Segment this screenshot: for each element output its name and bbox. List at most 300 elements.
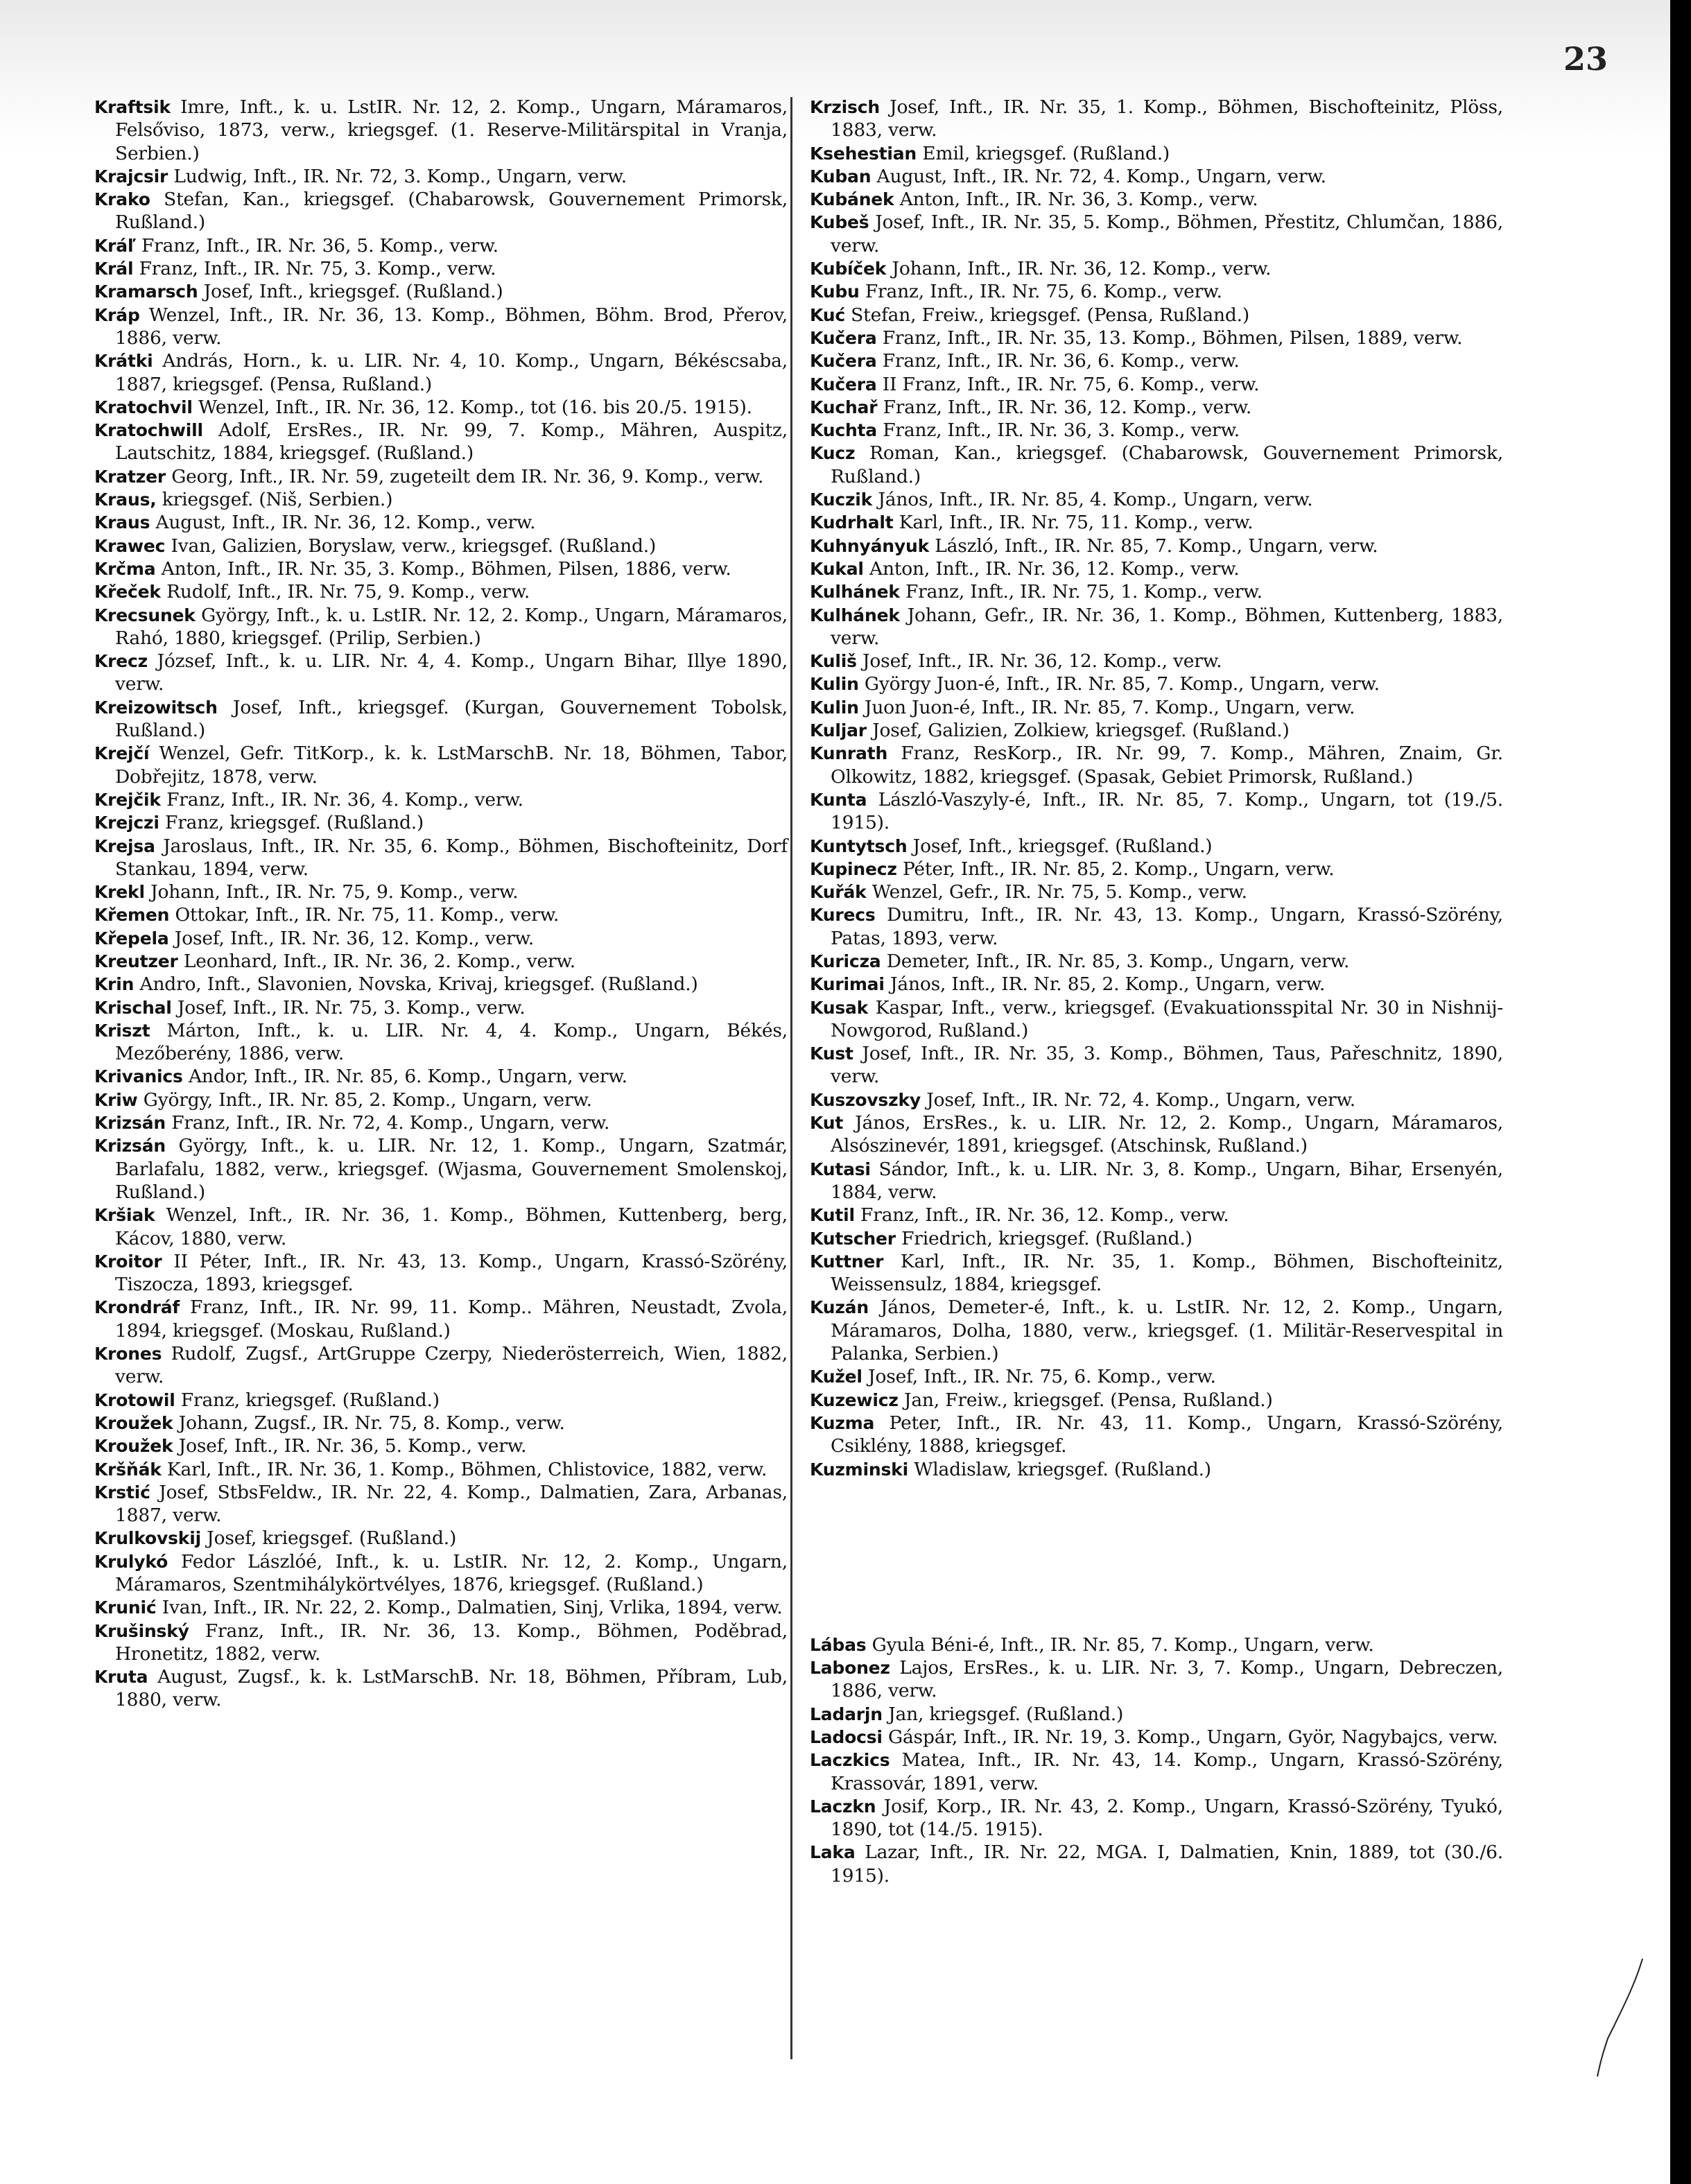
roster-entry: [94, 1019, 788, 1066]
roster-entry: [94, 1550, 788, 1597]
entry-surname: Kraus,: [94, 489, 157, 510]
entry-surname: Kreutzer: [94, 951, 178, 971]
entry-surname: Kuzminski: [810, 1459, 908, 1480]
roster-entry: [810, 973, 1503, 996]
entry-details: János, Inft., IR. Nr. 85, 4. Komp., Ungarn, verw.: [872, 489, 1313, 511]
entry-details: György, Inft., k. u. LstIR. Nr. 12, 2. Komp., Ungarn, Máramaros, Rahó, 1880, kriegsgef. (Prilip, Serbien.): [115, 604, 788, 649]
entry-surname: Krones: [94, 1344, 162, 1364]
entry-details: Johann, Gefr., IR. Nr. 36, 1. Komp., Böhmen, Kuttenberg, 1883, verw.: [831, 604, 1503, 649]
entry-surname: Krin: [94, 974, 135, 995]
entry-details: Fedor Lászlóé, Inft., k. u. LstIR. Nr. 12, 2. Komp., Ungarn, Máramaros, Szentmihálykörtvélyes, 1876, kriegsgef. (Rußland.): [115, 1550, 788, 1595]
roster-entry: [810, 304, 1503, 327]
entry-details: Friedrich, kriegsgef. (Rußland.): [895, 1227, 1193, 1249]
entry-surname: Krekl: [94, 882, 145, 903]
entry-details: Sándor, Inft., k. u. LIR. Nr. 3, 8. Komp., Ungarn, Bihar, Ersenyén, 1884, verw.: [831, 1158, 1503, 1203]
roster-entry: [94, 927, 788, 950]
entry-surname: Krawec: [94, 535, 166, 556]
entry-details: Josef, Inft., IR. Nr. 75, 6. Komp., verw.: [862, 1366, 1216, 1388]
roster-entry: [810, 1633, 1503, 1656]
entry-surname: Křeček: [94, 582, 161, 603]
roster-entry: [810, 1042, 1503, 1089]
roster-entry: [94, 1527, 788, 1550]
entry-details: Johann, Zugsf., IR. Nr. 75, 8. Komp., verw.: [173, 1412, 565, 1434]
entry-details: Rudolf, Inft., IR. Nr. 75, 9. Komp., verw.: [160, 581, 530, 603]
entry-details: kriegsgef. (Niš, Serbien.): [156, 489, 393, 511]
entry-surname: Kust: [810, 1043, 853, 1064]
entry-details: Márton, Inft., k. u. LIR. Nr. 4, 4. Komp., Ungarn, Békés, Mezőberény, 1886, verw.: [115, 1019, 788, 1065]
left-column: [94, 96, 788, 1712]
entry-details: Adolf, ErsRes., IR. Nr. 99, 7. Komp., Mähren, Auspitz, Lautschitz, 1884, kriegsgef. (Rußland.): [115, 419, 788, 465]
entry-details: György, Inft., k. u. LIR. Nr. 12, 1. Komp., Ungarn, Szatmár, Barlafalu, 1882, verw., kriegsgef. (Wjasma, Gouvernement Smolenskoj, Rußland.): [115, 1135, 788, 1203]
entry-surname: Křemen: [94, 905, 170, 926]
entry-details: Franz, kriegsgef. (Rußland.): [159, 812, 424, 834]
entry-surname: Kubánek: [810, 189, 894, 210]
roster-entry: [94, 604, 788, 650]
roster-entry: [94, 696, 788, 743]
entry-details: Ivan, Inft., IR. Nr. 22, 2. Komp., Dalmatien, Sinj, Vrlika, 1894, verw.: [156, 1597, 783, 1619]
entry-details: Roman, Kan., kriegsgef. (Chabarowsk, Gouvernement Primorsk, Rußland.): [831, 442, 1503, 487]
roster-entry: [810, 650, 1503, 673]
entry-surname: Kuć: [810, 304, 845, 325]
entry-details: Péter, Inft., IR. Nr. 85, 2. Komp., Ungarn, verw.: [896, 858, 1335, 880]
entry-details: György, Inft., IR. Nr. 85, 2. Komp., Ungarn, verw.: [137, 1089, 592, 1111]
roster-entry: [810, 535, 1503, 557]
entry-surname: Krejčik: [94, 789, 161, 810]
roster-entry: [94, 1412, 788, 1435]
roster-entry: [810, 1703, 1503, 1726]
roster-entry: [94, 903, 788, 926]
entry-details: Josef, Inft., IR. Nr. 72, 4. Komp., Ungarn, verw.: [921, 1089, 1356, 1111]
roster-entry: [94, 1111, 788, 1134]
roster-entry: [810, 511, 1503, 534]
roster-entry: [94, 811, 788, 834]
roster-entry: [94, 881, 788, 903]
roster-entry: [810, 996, 1503, 1043]
entry-details: Franz, Inft., IR. Nr. 75, 1. Komp., verw.: [899, 581, 1263, 603]
entry-details: Franz, Inft., IR. Nr. 36, 13. Komp., Böhmen, Poděbrad, Hronetitz, 1882, verw.: [115, 1620, 788, 1665]
entry-details: Franz, Inft., IR. Nr. 35, 13. Komp., Böhmen, Pilsen, 1889, verw.: [876, 327, 1463, 349]
roster-entry: [810, 96, 1503, 142]
entry-details: Rudolf, Zugsf., ArtGruppe Czerpy, Niederösterreich, Wien, 1882, verw.: [115, 1343, 788, 1388]
entry-surname: Krivanics: [94, 1066, 183, 1087]
roster-entry: [810, 1111, 1503, 1158]
entry-details: Juon Juon-é, Inft., IR. Nr. 85, 7. Komp., Ungarn, verw.: [858, 696, 1355, 718]
roster-entry: [810, 488, 1503, 511]
entry-details: Karl, Inft., IR. Nr. 35, 1. Komp., Böhmen, Bischofteinitz, Weissensulz, 1884, kriegsgef.: [831, 1250, 1503, 1296]
entry-surname: Kuchta: [810, 420, 877, 441]
column-divider: [790, 97, 792, 2059]
roster-entry: [810, 604, 1503, 650]
entry-details: Franz, ResKorp., IR. Nr. 99, 7. Komp., Mähren, Znaim, Gr. Olkowitz, 1882, kriegsgef. (Spasak, Gebiet Primorsk, Rußland.): [831, 743, 1503, 788]
roster-entry: [810, 903, 1503, 950]
entry-details: László-Vaszyly-é, Inft., IR. Nr. 85, 7. Komp., Ungarn, tot (19./5. 1915).: [831, 788, 1503, 834]
entry-details: Ludwig, Inft., IR. Nr. 72, 3. Komp., Ungarn, verw.: [168, 165, 627, 187]
roster-entry: [94, 1296, 788, 1342]
roster-entry: [94, 950, 788, 973]
entry-details: Josef, Inft., IR. Nr. 35, 1. Komp., Böhmen, Bischofteinitz, Plöss, 1883, verw.: [831, 96, 1503, 141]
roster-entry: [810, 580, 1503, 603]
entry-surname: Kutil: [810, 1205, 855, 1226]
entry-surname: Kubeš: [810, 212, 869, 233]
entry-surname: Kurimai: [810, 974, 885, 995]
entry-details: Matea, Inft., IR. Nr. 43, 14. Komp., Ungarn, Krassó-Szörény, Krassovár, 1891, verw.: [831, 1749, 1503, 1794]
entry-surname: Kučera: [810, 374, 877, 395]
roster-entry: [94, 165, 788, 188]
entry-surname: Král: [94, 259, 134, 279]
entry-details: Anton, Inft., IR. Nr. 36, 12. Komp., verw.: [863, 557, 1240, 580]
roster-entry: [810, 1227, 1503, 1250]
roster-entry: [94, 742, 788, 788]
entry-surname: Kubu: [810, 281, 860, 302]
entry-details: Johann, Inft., IR. Nr. 75, 9. Komp., verw.: [144, 881, 519, 903]
entry-surname: Krstić: [94, 1482, 150, 1502]
entry-details: Josif, Korp., IR. Nr. 43, 2. Komp., Ungarn, Krassó-Szörény, Tyukó, 1890, tot (14./5. 1915).: [831, 1795, 1503, 1841]
entry-details: Wladislaw, kriegsgef. (Rußland.): [908, 1458, 1211, 1480]
entry-surname: Kučera: [810, 351, 877, 372]
roster-entry: [810, 881, 1503, 903]
entry-surname: Kráľ: [94, 235, 136, 256]
roster-entry: [94, 257, 788, 280]
roster-entry: [94, 788, 788, 811]
entry-surname: Kuttner: [810, 1251, 884, 1272]
entry-surname: Krondráf: [94, 1297, 180, 1318]
entry-details: August, Inft., IR. Nr. 72, 4. Komp., Ungarn, verw.: [871, 165, 1326, 187]
roster-entry: [94, 1389, 788, 1412]
roster-entry: [94, 1620, 788, 1666]
entry-details: László, Inft., IR. Nr. 85, 7. Komp., Ungarn, verw.: [929, 535, 1378, 557]
roster-entry: [94, 234, 788, 257]
roster-entry: [810, 1726, 1503, 1749]
entry-details: Johann, Inft., IR. Nr. 36, 12. Komp., verw.: [886, 258, 1272, 280]
entry-surname: Labonez: [810, 1658, 890, 1679]
entry-surname: Kucz: [810, 443, 856, 464]
roster-entry: [94, 304, 788, 350]
entry-details: Peter, Inft., IR. Nr. 43, 11. Komp., Ungarn, Krassó-Szörény, Csiklény, 1888, kriegsgef.: [831, 1412, 1503, 1457]
entry-details: Franz, Inft., IR. Nr. 36, 12. Komp., verw.: [854, 1204, 1229, 1227]
entry-surname: Ksehestian: [810, 143, 917, 164]
entry-surname: Kuzán: [810, 1297, 869, 1318]
entry-surname: Kuchař: [810, 397, 878, 417]
entry-surname: Kubíček: [810, 259, 887, 279]
entry-details: II Péter, Inft., IR. Nr. 43, 13. Komp., Ungarn, Krassó-Szörény, Tiszocza, 1893, kriegsgef.: [115, 1250, 788, 1296]
entry-details: Franz, Inft., IR. Nr. 36, 4. Komp., verw.: [160, 788, 523, 811]
entry-surname: Krzisch: [810, 97, 880, 117]
entry-details: Josef, Inft., IR. Nr. 36, 12. Komp., verw.: [856, 650, 1222, 673]
entry-surname: Krejčí: [94, 743, 150, 764]
entry-surname: Kroitor: [94, 1251, 162, 1272]
roster-entry: [810, 696, 1503, 719]
roster-entry: [810, 1296, 1503, 1365]
roster-entry: [94, 465, 788, 488]
roster-entry: [810, 373, 1503, 396]
entry-surname: Kulin: [810, 674, 859, 695]
entry-surname: Kuljar: [810, 720, 867, 741]
roster-entry: [810, 858, 1503, 881]
entry-surname: Kuliš: [810, 651, 857, 672]
roster-entry: [810, 742, 1503, 788]
entry-details: Franz, Inft., IR. Nr. 99, 11. Komp.. Mähren, Neustadt, Zvola, 1894, kriegsgef. (Moskau, Rußland.): [115, 1297, 788, 1342]
roster-entry: [94, 488, 788, 511]
entry-details: August, Inft., IR. Nr. 36, 12. Komp., verw.: [150, 512, 536, 534]
roster-entry: [810, 719, 1503, 742]
entry-details: Franz, Inft., IR. Nr. 75, 3. Komp., verw.: [133, 258, 496, 280]
entry-details: Jan, kriegsgef. (Rußland.): [882, 1703, 1124, 1725]
pencil-mark-icon: [1594, 1955, 1649, 2080]
entry-surname: Krunić: [94, 1597, 157, 1618]
entry-details: Wenzel, Gefr., IR. Nr. 75, 5. Komp., verw.: [866, 881, 1247, 903]
entry-details: György Juon-é, Inft., IR. Nr. 85, 7. Komp., Ungarn, verw.: [858, 673, 1380, 695]
entry-details: Jaroslaus, Inft., IR. Nr. 35, 6. Komp., Böhmen, Bischofteinitz, Dorf Stankau, 1894, verw.: [115, 835, 788, 880]
roster-entry: [810, 1412, 1503, 1458]
roster-entry: [94, 557, 788, 580]
entry-details: Franz, Inft., IR. Nr. 36, 5. Komp., verw.: [135, 234, 498, 257]
entry-details: Andor, Inft., IR. Nr. 85, 6. Komp., Ungarn, verw.: [182, 1066, 627, 1088]
right-column: [810, 96, 1503, 1887]
entry-details: Josef, Inft., IR. Nr. 35, 5. Komp., Böhmen, Přestitz, Chlumčan, 1886, verw.: [831, 211, 1503, 257]
roster-entry: [810, 1089, 1503, 1111]
entry-details: Ottokar, Inft., IR. Nr. 75, 11. Komp., verw.: [169, 904, 560, 926]
entry-details: August, Zugsf., k. k. LstMarschB. Nr. 18, Böhmen, Příbram, Lub, 1880, verw.: [115, 1666, 788, 1711]
entry-surname: Krecsunek: [94, 605, 196, 625]
entry-details: Gáspár, Inft., IR. Nr. 19, 3. Komp., Ungarn, Györ, Nagybajcs, verw.: [882, 1726, 1498, 1748]
entry-details: Franz, kriegsgef. (Rußland.): [175, 1389, 440, 1411]
entry-surname: Krizsán: [94, 1136, 166, 1156]
entry-surname: Kudrhalt: [810, 512, 894, 533]
entry-surname: Kučera: [810, 327, 877, 348]
roster-entry: [94, 1435, 788, 1457]
entry-details: János, Demeter-é, Inft., k. u. LstIR. Nr. 12, 2. Komp., Ungarn, Máramaros, Dolha, 1880, verw., kriegsgef. (1. Militär-Reservespital in Palanka, Serbien.): [831, 1297, 1503, 1365]
roster-entry: [94, 349, 788, 396]
roster-entry: [94, 1596, 788, 1619]
entry-details: Karl, Inft., IR. Nr. 75, 11. Komp., verw.: [893, 512, 1254, 534]
entry-details: Franz, Inft., IR. Nr. 36, 3. Komp., verw.: [876, 419, 1240, 442]
entry-details: Imre, Inft., k. u. LstIR. Nr. 12, 2. Komp., Ungarn, Máramaros, Felsőviso, 1873, verw., kriegsgef. (1. Reserve-Militärspital in Vranja, Serbien.): [115, 96, 788, 164]
entry-surname: Kulin: [810, 697, 859, 718]
roster-entry: [810, 950, 1503, 973]
entry-details: Josef, Inft., kriegsgef. (Rußland.): [198, 281, 503, 303]
entry-surname: Krajcsir: [94, 166, 168, 187]
roster-entry: [94, 996, 788, 1019]
entry-details: Jan, Freiw., kriegsgef. (Pensa, Rußland.): [898, 1389, 1273, 1411]
entry-details: Kaspar, Inft., verw., kriegsgef. (Evakuationsspital Nr. 30 in Nishnij-Nowgorod, Rußland.): [831, 996, 1503, 1041]
entry-details: Franz, Inft., IR. Nr. 72, 4. Komp., Ungarn, verw.: [165, 1112, 610, 1134]
entry-surname: Kratochwill: [94, 420, 203, 441]
entry-details: Josef, Inft., IR. Nr. 36, 12. Komp., verw.: [168, 927, 535, 949]
entry-details: Franz, Inft., IR. Nr. 36, 6. Komp., verw.: [876, 350, 1240, 372]
roster-entry: [810, 1458, 1503, 1481]
entry-surname: Kupinecz: [810, 858, 897, 879]
entry-details: Anton, Inft., IR. Nr. 36, 3. Komp., verw.: [894, 189, 1258, 211]
roster-entry: [810, 327, 1503, 349]
entry-surname: Kršiak: [94, 1205, 155, 1226]
entry-surname: Kramarsch: [94, 281, 198, 302]
roster-entry: [810, 1204, 1503, 1227]
entry-surname: Kurecs: [810, 905, 876, 926]
entry-surname: Kulhánek: [810, 605, 900, 625]
entry-surname: Kunrath: [810, 743, 888, 764]
roster-entry: [810, 419, 1503, 442]
entry-surname: Kulhánek: [810, 582, 900, 603]
entry-details: János, ErsRes., k. u. LIR. Nr. 12, 2. Komp., Ungarn, Máramaros, Alsószinevér, 1891, kriegsgef. (Atschinsk, Rußland.): [831, 1112, 1503, 1157]
roster-entry: [94, 1481, 788, 1527]
roster-entry: [94, 280, 788, 303]
roster-entry: [810, 1158, 1503, 1204]
entry-details: Stefan, Freiw., kriegsgef. (Pensa, Rußland.): [844, 304, 1249, 326]
roster-entry: [810, 788, 1503, 835]
entry-surname: Krušinský: [94, 1620, 189, 1641]
entry-surname: Kuzewicz: [810, 1389, 899, 1410]
entry-surname: Ladocsi: [810, 1727, 883, 1747]
roster-entry: [810, 211, 1503, 257]
entry-surname: Krischal: [94, 997, 172, 1018]
roster-entry: [810, 1841, 1503, 1887]
entry-surname: Kraus: [94, 512, 150, 533]
entry-surname: Kuszovszky: [810, 1089, 921, 1110]
entry-surname: Kratzer: [94, 466, 166, 487]
roster-entry: [810, 142, 1503, 165]
entry-surname: Kruta: [94, 1667, 148, 1688]
roster-entry: [810, 1749, 1503, 1795]
entry-details: János, Inft., IR. Nr. 85, 2. Komp., Ungarn, verw.: [884, 973, 1326, 996]
entry-details: Karl, Inft., IR. Nr. 36, 1. Komp., Böhmen, Chlistovice, 1882, verw.: [161, 1458, 768, 1480]
roster-entry: [810, 1795, 1503, 1841]
roster-entry: [94, 535, 788, 557]
entry-surname: Kráp: [94, 304, 140, 325]
entry-details: Anton, Inft., IR. Nr. 35, 3. Komp., Böhmen, Pilsen, 1886, verw.: [155, 557, 731, 580]
entry-surname: Kut: [810, 1113, 844, 1134]
entry-surname: Ladarjn: [810, 1704, 883, 1724]
entry-surname: Kratochvil: [94, 397, 193, 417]
roster-entry: [94, 1342, 788, 1389]
roster-entry: [94, 835, 788, 881]
roster-entry: [94, 419, 788, 465]
entry-surname: Kuzma: [810, 1412, 875, 1433]
roster-entry: [810, 188, 1503, 211]
entry-details: Stefan, Kan., kriegsgef. (Chabarowsk, Gouvernement Primorsk, Rußland.): [115, 189, 788, 234]
roster-entry: [810, 1389, 1503, 1412]
entry-details: II Franz, Inft., IR. Nr. 75, 6. Komp., verw.: [876, 373, 1260, 395]
roster-entry: [94, 1065, 788, 1088]
entry-details: Josef, Galizien, Zolkiew, kriegsgef. (Rußland.): [866, 720, 1290, 742]
roster-entry: [810, 280, 1503, 303]
entry-surname: Krako: [94, 189, 150, 210]
entry-details: Wenzel, Inft., IR. Nr. 36, 1. Komp., Böhmen, Kuttenberg, berg, Kácov, 1880, verw.: [115, 1204, 788, 1249]
roster-entry: [94, 188, 788, 234]
roster-entry: [94, 973, 788, 996]
entry-details: Franz, Inft., IR. Nr. 75, 6. Komp., verw.: [859, 281, 1222, 303]
entry-details: Josef, Inft., IR. Nr. 75, 3. Komp., verw.: [171, 996, 526, 1019]
entry-surname: Kroužek: [94, 1436, 173, 1457]
entry-surname: Laczkn: [810, 1796, 876, 1817]
entry-surname: Kraftsik: [94, 97, 171, 117]
entry-surname: Krotowil: [94, 1389, 175, 1410]
entry-details: Franz, Inft., IR. Nr. 36, 12. Komp., verw.: [877, 396, 1252, 418]
entry-details: Leonhard, Inft., IR. Nr. 36, 2. Komp., verw.: [177, 950, 576, 972]
roster-entry: [94, 96, 788, 165]
entry-surname: Krecz: [94, 651, 148, 672]
entry-surname: Krejsa: [94, 835, 155, 856]
entry-details: Wenzel, Gefr. TitKorp., k. k. LstMarschB. Nr. 18, Böhmen, Tabor, Dobřejitz, 1878, verw.: [115, 743, 788, 788]
entry-details: Josef, kriegsgef. (Rußland.): [200, 1527, 457, 1550]
entry-surname: Kriw: [94, 1089, 138, 1110]
entry-surname: Krulkovskij: [94, 1528, 201, 1549]
entry-details: Josef, Inft., kriegsgef. (Kurgan, Gouvernement Tobolsk, Rußland.): [115, 696, 788, 742]
entry-surname: Laczkics: [810, 1750, 890, 1771]
entry-surname: Krizsán: [94, 1113, 166, 1134]
entry-surname: Kutasi: [810, 1159, 871, 1179]
roster-entry: [810, 673, 1503, 695]
scan-edge: [1670, 0, 1691, 2184]
roster-entry: [810, 557, 1503, 580]
roster-entry: [94, 1089, 788, 1111]
entry-surname: Kužel: [810, 1367, 862, 1387]
entry-details: Josef, Inft., IR. Nr. 35, 3. Komp., Böhmen, Taus, Pařeschnitz, 1890, verw.: [831, 1043, 1503, 1088]
entry-surname: Krejczi: [94, 813, 159, 833]
roster-entry: [810, 1656, 1503, 1703]
entry-surname: Lábas: [810, 1634, 867, 1655]
entry-surname: Kuřák: [810, 882, 867, 903]
entry-surname: Kuczik: [810, 489, 873, 510]
entry-surname: Laka: [810, 1842, 856, 1863]
roster-entry: [94, 650, 788, 696]
entry-surname: Kroužek: [94, 1412, 173, 1433]
entry-details: Josef, Inft., kriegsgef. (Rußland.): [907, 835, 1213, 857]
entry-details: Dumitru, Inft., IR. Nr. 43, 13. Komp., Ungarn, Krassó-Szörény, Patas, 1893, verw.: [831, 904, 1503, 949]
entry-details: Josef, Inft., IR. Nr. 36, 5. Komp., verw.: [173, 1435, 527, 1457]
roster-entry: [810, 349, 1503, 372]
roster-entry: [94, 580, 788, 603]
roster-entry: [810, 835, 1503, 858]
entry-details: Wenzel, Inft., IR. Nr. 36, 12. Komp., tot (16. bis 20./5. 1915).: [192, 396, 752, 418]
roster-entry: [810, 1365, 1503, 1388]
entry-details: Gyula Béni-é, Inft., IR. Nr. 85, 7. Komp., Ungarn, verw.: [866, 1633, 1374, 1656]
entry-details: Emil, kriegsgef. (Rußland.): [917, 142, 1170, 164]
roster-entry: [810, 165, 1503, 188]
entry-surname: Kunta: [810, 789, 867, 810]
entry-surname: Kreizowitsch: [94, 697, 218, 718]
roster-entry: [810, 442, 1503, 488]
entry-details: Lazar, Inft., IR. Nr. 22, MGA. I, Dalmatien, Knin, 1889, tot (30./6. 1915).: [831, 1841, 1503, 1887]
entry-surname: Kriszt: [94, 1020, 150, 1041]
section-gap: [810, 1481, 1503, 1633]
entry-surname: Krátki: [94, 351, 153, 372]
roster-entry: [94, 1250, 788, 1297]
entry-surname: Kukal: [810, 558, 864, 579]
entry-details: Demeter, Inft., IR. Nr. 85, 3. Komp., Ungarn, verw.: [881, 950, 1350, 972]
entry-details: József, Inft., k. u. LIR. Nr. 4, 4. Komp., Ungarn Bihar, Illye 1890, verw.: [115, 650, 788, 695]
entry-surname: Krulykó: [94, 1551, 168, 1572]
roster-entry: [94, 511, 788, 534]
entry-surname: Kusak: [810, 997, 869, 1018]
entry-details: Ivan, Galizien, Boryslaw, verw., kriegsgef. (Rußland.): [165, 535, 657, 557]
entry-surname: Kutscher: [810, 1228, 896, 1249]
entry-surname: Krčma: [94, 558, 156, 579]
roster-entry: [810, 396, 1503, 419]
roster-entry: [94, 396, 788, 419]
entry-surname: Kuntytsch: [810, 835, 908, 856]
entry-details: Andro, Inft., Slavonien, Novska, Krivaj, kriegsgef. (Rußland.): [134, 973, 698, 996]
entry-surname: Kuhnyányuk: [810, 535, 930, 556]
entry-surname: Kršňák: [94, 1459, 162, 1480]
entry-surname: Kuban: [810, 166, 871, 187]
roster-entry: [810, 1250, 1503, 1297]
roster-entry: [94, 1458, 788, 1481]
entry-surname: Kuricza: [810, 951, 881, 971]
entry-details: Wenzel, Inft., IR. Nr. 36, 13. Komp., Böhmen, Böhm. Brod, Přerov, 1886, verw.: [115, 304, 788, 349]
entry-details: Georg, Inft., IR. Nr. 59, zugeteilt dem IR. Nr. 36, 9. Komp., verw.: [165, 465, 764, 487]
entry-surname: Křepela: [94, 928, 169, 948]
entry-details: Lajos, ErsRes., k. u. LIR. Nr. 3, 7. Komp., Ungarn, Debreczen, 1886, verw.: [831, 1657, 1503, 1702]
